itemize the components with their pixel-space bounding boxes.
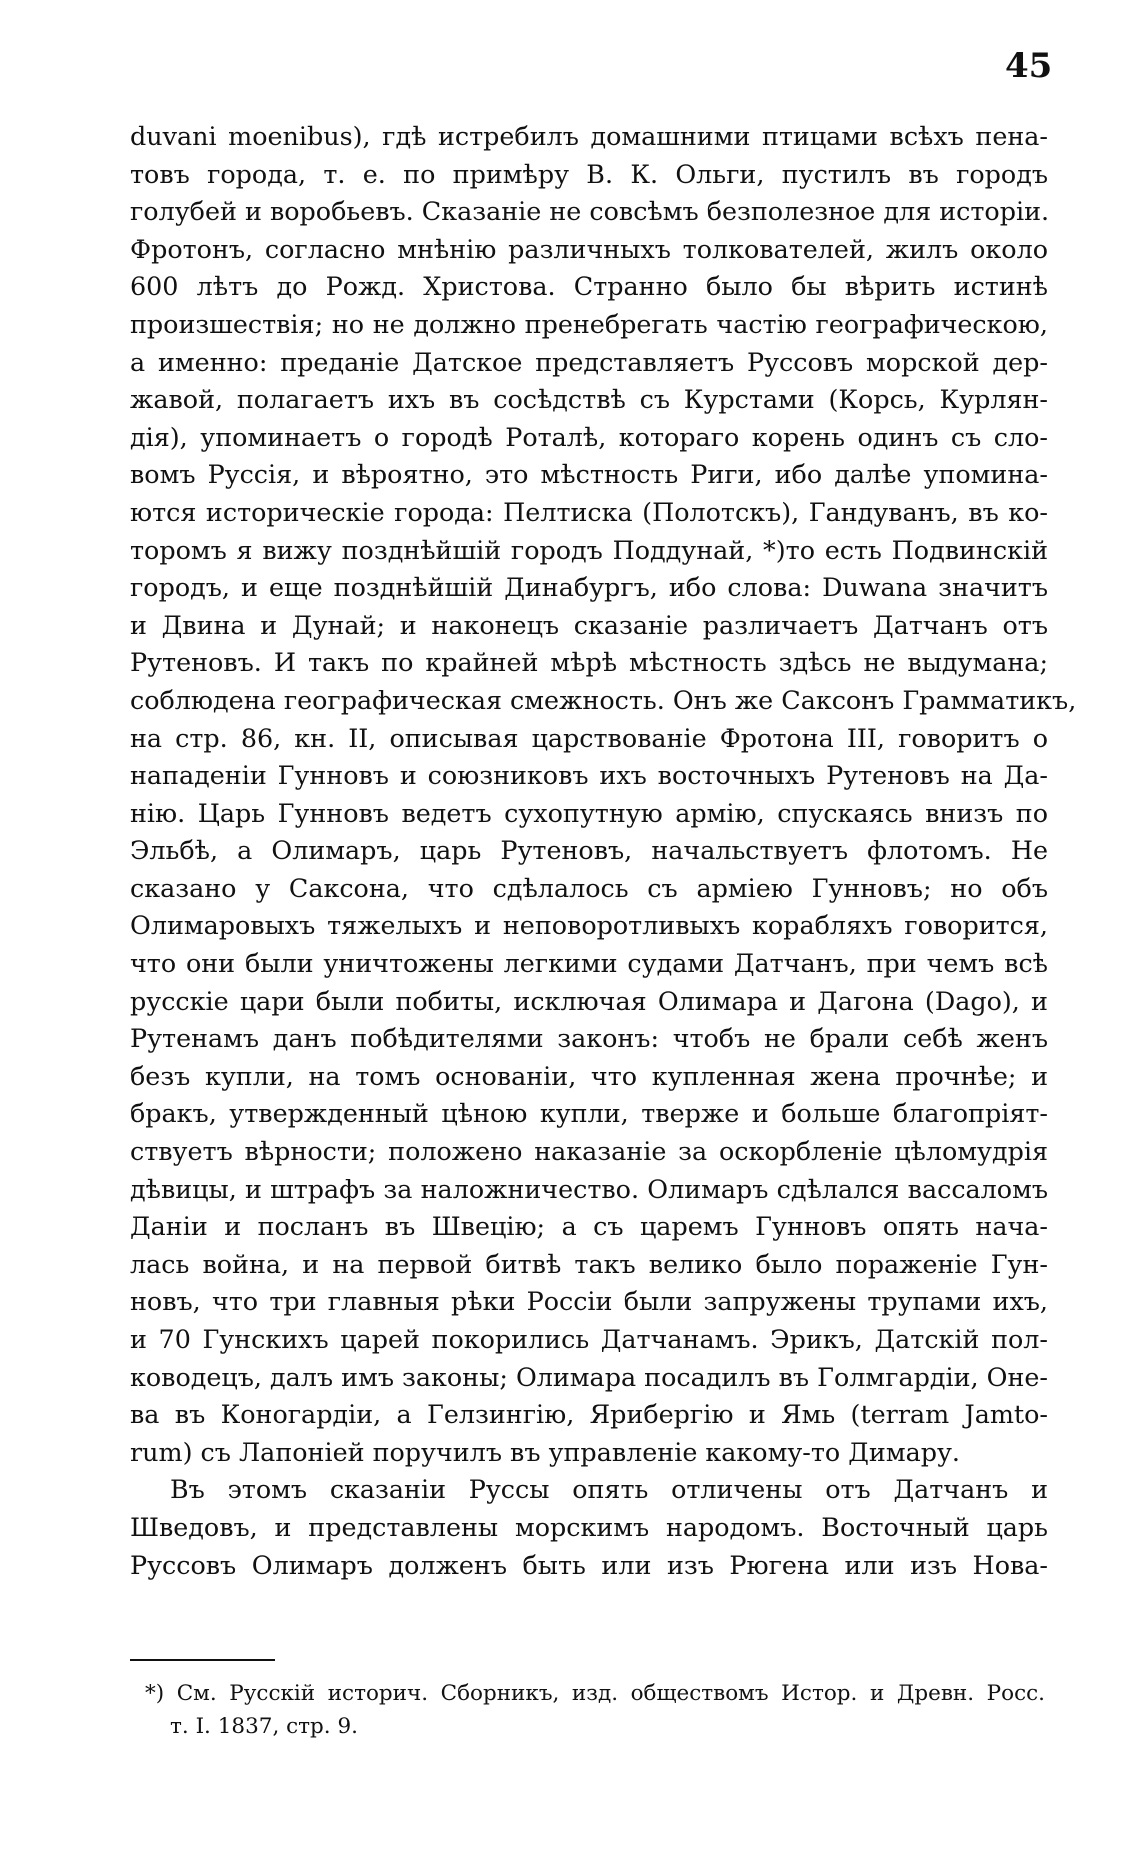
text-line: а именно: преданіе Датское представляетъ Руссовъ морской дер- [130,346,1048,377]
text-line: дія), упоминаетъ о городѣ Роталѣ, котораго корень одинъ съ сло- [130,421,1048,452]
text-line: и Двина и Дунай; и наконецъ сказаніе различаетъ Датчанъ отъ [130,609,1048,640]
text-line: 600 лѣтъ до Рожд. Христова. Странно было бы вѣрить истинѣ [130,271,1048,302]
text-line: Олимаровыхъ тяжелыхъ и неповоротливыхъ корабляхъ говорится, [130,910,1048,941]
text-line: произшествія; но не должно пренебрегать частію географическою, [130,308,1048,339]
text-line: на стр. 86, кн. II, описывая царствованіе Фротона III, говоритъ о [130,722,1048,753]
footnote-divider [130,1659,275,1661]
text-line: лась война, и на первой битвѣ такъ велико было пораженіе Гун- [130,1248,1048,1279]
text-line: безъ купли, на томъ основаніи, что купленная жена прочнѣе; и [130,1060,1048,1091]
text-line: и 70 Гунскихъ царей покорились Датчанамъ. Эрикъ, Датскій пол- [130,1324,1048,1354]
text-line: сказано у Саксона, что сдѣлалось съ арміею Гунновъ; но объ [130,872,1048,903]
text-line: соблюдена географическая смежность. Онъ же Саксонъ Грамматикъ, [130,684,1077,715]
text-line: Даніи и посланъ въ Швецію; а съ царемъ Гунновъ опять нача- [130,1211,1048,1242]
text-line: Рутенамъ данъ побѣдителями законъ: чтобъ не брали себѣ женъ [130,1023,1048,1054]
footnote-line: т. I. 1837, стр. 9. [170,1714,358,1739]
text-line: Шведовъ, и представлены морскимъ народомъ. Восточный царь [130,1511,1048,1542]
text-line: вомъ Руссія, и вѣроятно, это мѣстность Риги, ибо далѣе упомина- [130,459,1048,490]
text-line: ководецъ, далъ имъ законы; Олимара посадилъ въ Голмгардіи, Оне- [130,1361,1048,1392]
text-line: новъ, что три главныя рѣки Россіи были запружены трупами ихъ, [130,1286,1048,1317]
page-number: 45 [1005,46,1053,86]
text-line: русскіе цари были побиты, исключая Олимара и Дагона (Dago), и [130,985,1048,1016]
text-line: торомъ я вижу позднѣйшій городъ Поддунай, *)то есть Подвинскій [130,534,1048,565]
text-line: ются историческіе города: Пелтиска (Полотскъ), Гандуванъ, въ ко- [130,496,1048,527]
text-line: rum) съ Лапоніей поручилъ въ управленіе какому-то Димару. [130,1436,960,1467]
text-line: Въ этомъ сказаніи Руссы опять отличены отъ Датчанъ и [170,1474,1048,1505]
text-line: дѣвицы, и штрафъ за наложничество. Олимаръ сдѣлался вассаломъ [130,1173,1048,1204]
text-line: Рутеновъ. И такъ по крайней мѣрѣ мѣстность здѣсь не выдумана; [130,647,1048,678]
footnote-line: *) См. Русскій историч. Сборникъ, изд. обществомъ Истор. и Древн. Росс. [145,1681,1045,1706]
footnote [145,1677,1045,1743]
text-line: товъ города, т. е. по примѣру В. К. Ольги, пустилъ въ городъ [130,158,1048,189]
text-line: Фротонъ, согласно мнѣнію различныхъ толкователей, жилъ около [130,233,1048,264]
text-line: городъ, и еще позднѣйшій Динабургъ, ибо слова: Duwana значитъ [130,572,1048,603]
text-line: нападеніи Гунновъ и союзниковъ ихъ восточныхъ Рутеновъ на Да- [130,760,1048,791]
text-line: Руссовъ Олимаръ долженъ быть или изъ Рюгена или изъ Нова- [130,1549,1048,1580]
body-text [130,118,1077,1584]
text-line: ва въ Коногардіи, а Гелзингію, Ярибергію и Ямь (terram Jamto- [130,1399,1048,1430]
text-line: голубей и воробьевъ. Сказаніе не совсѣмъ безполезное для исторіи. [130,196,1050,227]
text-line: Эльбѣ, а Олимаръ, царь Рутеновъ, начальствуетъ флотомъ. Не [130,835,1048,866]
text-line: что они были уничтожены легкими судами Датчанъ, при чемъ всѣ [130,948,1048,979]
text-line: жавой, полагаетъ ихъ въ сосѣдствѣ съ Курстами (Корсь, Курлян- [130,384,1048,415]
text-line: ствуетъ вѣрности; положено наказаніе за оскорбленіе цѣломудрія [130,1136,1048,1167]
text-line: бракъ, утвержденный цѣною купли, тверже и больше благопріят- [130,1098,1048,1129]
text-line: duvani moenibus), гдѣ истребилъ домашними птицами всѣхъ пена- [130,121,1048,151]
text-line: нію. Царь Гунновъ ведетъ сухопутную армію, спускаясь внизъ по [130,797,1048,828]
